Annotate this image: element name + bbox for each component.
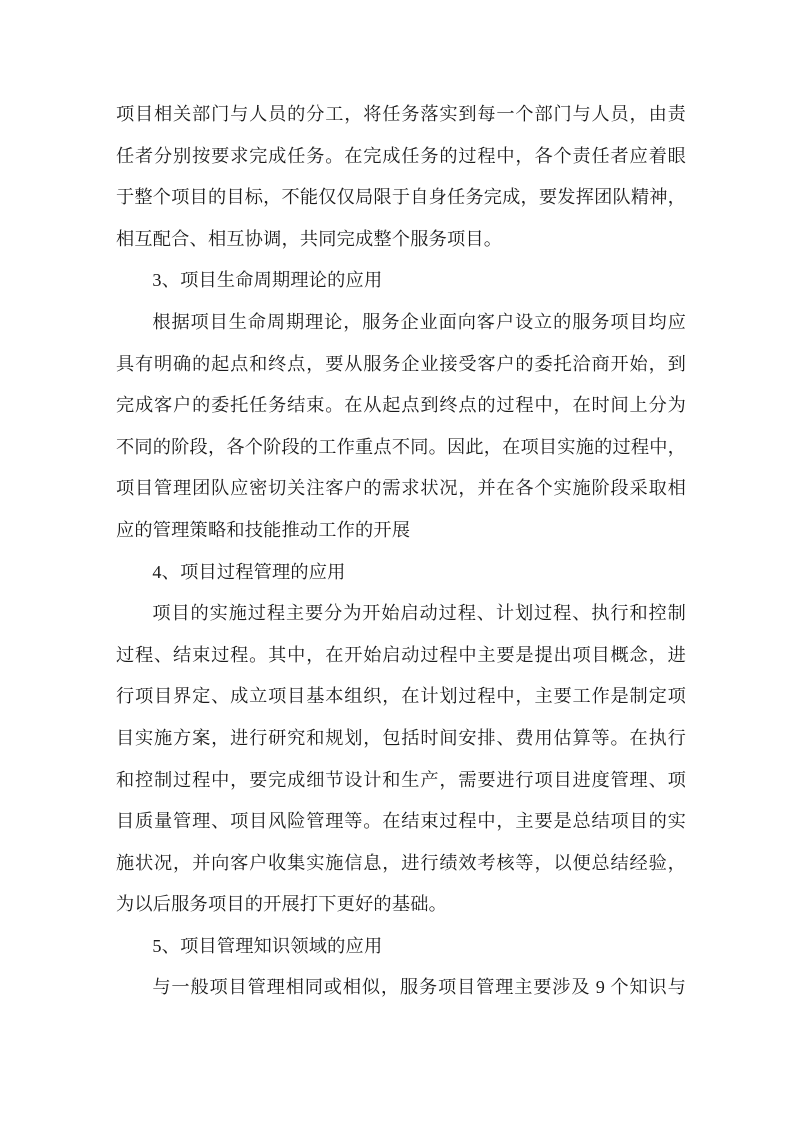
text-line: 项目管理团队应密切关注客户的需求状况，并在各个实施阶段采取相 <box>116 478 686 499</box>
text-line: 与一般项目管理相同或相似，服务项目管理主要涉及 9 个知识与 <box>152 977 686 998</box>
text-line: 项目相关部门与人员的分工，将任务落实到每一个部门与人员，由责 <box>116 104 686 124</box>
paragraph <box>116 94 686 260</box>
text-line: 3、项目生命周期理论的应用 <box>152 270 383 291</box>
text-line: 施状况，并向客户收集实施信息，进行绩效考核等，以便总结经验， <box>116 852 686 873</box>
text-line: 目质量管理、项目风险管理等。在结束过程中，主要是总结项目的实 <box>116 811 686 832</box>
section-heading <box>116 552 686 594</box>
text-line: 4、项目过程管理的应用 <box>152 561 346 582</box>
text-line: 相互配合、相互协调，共同完成整个服务项目。 <box>116 228 503 249</box>
paragraph <box>116 967 686 1009</box>
text-line: 过程、结束过程。其中，在开始启动过程中主要是提出项目概念，进 <box>116 644 686 665</box>
text-line: 5、项目管理知识领域的应用 <box>152 935 383 956</box>
text-line: 应的管理策略和技能推动工作的开展 <box>116 519 411 540</box>
text-line: 具有明确的起点和终点，要从服务企业接受客户的委托洽商开始，到 <box>116 353 686 374</box>
text-line: 根据项目生命周期理论，服务企业面向客户设立的服务项目均应 <box>152 311 686 332</box>
text-line: 为以后服务项目的开展打下更好的基础。 <box>116 894 447 915</box>
document-content <box>116 94 686 1009</box>
text-line: 目实施方案，进行研究和规划，包括时间安排、费用估算等。在执行 <box>116 727 686 748</box>
paragraph <box>116 302 686 552</box>
text-line: 行项目界定、成立项目基本组织，在计划过程中，主要工作是制定项 <box>116 686 686 707</box>
text-line: 完成客户的委托任务结束。在从起点到终点的过程中，在时间上分为 <box>116 395 686 416</box>
section-heading <box>116 926 686 968</box>
text-line: 于整个项目的目标，不能仅仅局限于自身任务完成，要发挥团队精神， <box>116 187 686 208</box>
paragraph <box>116 593 686 926</box>
text-line: 任者分别按要求完成任务。在完成任务的过程中，各个责任者应着眼 <box>116 145 686 166</box>
text-line: 不同的阶段，各个阶段的工作重点不同。因此，在项目实施的过程中， <box>116 436 686 457</box>
section-heading <box>116 260 686 302</box>
text-line: 项目的实施过程主要分为开始启动过程、计划过程、执行和控制 <box>152 603 686 624</box>
text-line: 和控制过程中，要完成细节设计和生产，需要进行项目进度管理、项 <box>116 769 686 790</box>
